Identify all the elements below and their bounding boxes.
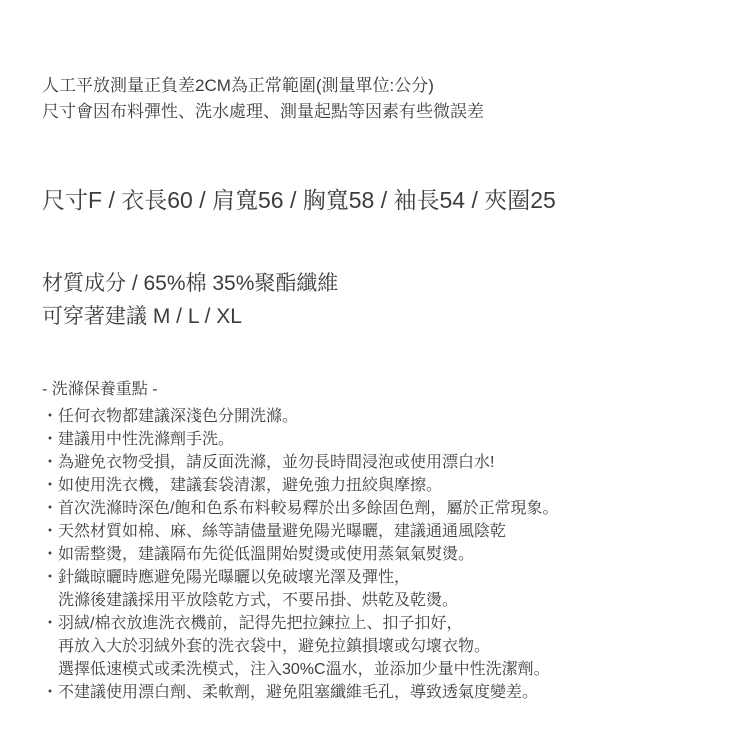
material-block	[42, 267, 720, 333]
care-line: ・如需整燙，建議隔布先從低溫開始熨燙或使用蒸氣氣熨燙。	[42, 546, 475, 563]
care-section-title: - 洗滌保養重點 -	[42, 381, 158, 398]
care-line-continuation: 洗滌後建議採用平放陰乾方式，不要吊掛、烘乾及乾燙。	[58, 592, 459, 609]
care-line: ・任何衣物都建議深淺色分開洗滌。	[42, 408, 299, 425]
care-line: ・為避免衣物受損，請反面洗滌，並勿長時間浸泡或使用漂白水!	[42, 454, 495, 471]
measurement-note	[42, 73, 720, 125]
measurement-note-line1: 人工平放測量正負差2CM為正常範圍(測量單位:公分)	[42, 76, 434, 95]
care-line: ・建議用中性洗滌劑手洗。	[42, 431, 235, 448]
care-instructions	[42, 378, 720, 704]
care-line: ・針織晾曬時應避免陽光曝曬以免破壞光澤及彈性，	[42, 569, 411, 586]
material-composition-line: 材質成分 / 65%棉 35%聚酯纖維	[42, 272, 339, 295]
care-line: ・首次洗滌時深色/飽和色系布料較易釋於出多餘固色劑，屬於正常現象。	[42, 500, 559, 517]
care-line: ・如使用洗衣機，建議套袋清潔，避免強力扭絞與摩擦。	[42, 477, 443, 494]
size-spec-line: 尺寸F / 衣長60 / 肩寬56 / 胸寬58 / 袖長54 / 夾圈25	[42, 187, 556, 213]
care-line-continuation: 選擇低速模式或柔洗模式，注入30%C溫水，並添加少量中性洗潔劑。	[58, 661, 550, 678]
wear-suggestion-line: 可穿著建議 M / L / XL	[42, 305, 242, 328]
care-line: ・天然材質如棉、麻、絲等請儘量避免陽光曝曬，建議通通風陰乾	[42, 523, 507, 540]
care-line: ・不建議使用漂白劑、柔軟劑，避免阻塞纖維毛孔，導致透氣度變差。	[42, 684, 539, 701]
care-line-continuation: 再放入大於羽絨外套的洗衣袋中，避免拉鎮損壞或勾壞衣物。	[58, 638, 491, 655]
measurement-note-line2: 尺寸會因布料彈性、洗水處理、測量起點等因素有些微誤差	[42, 102, 484, 121]
care-line: ・羽絨/棉衣放進洗衣機前，記得先把拉鍊拉上、扣子扣好，	[42, 615, 463, 632]
